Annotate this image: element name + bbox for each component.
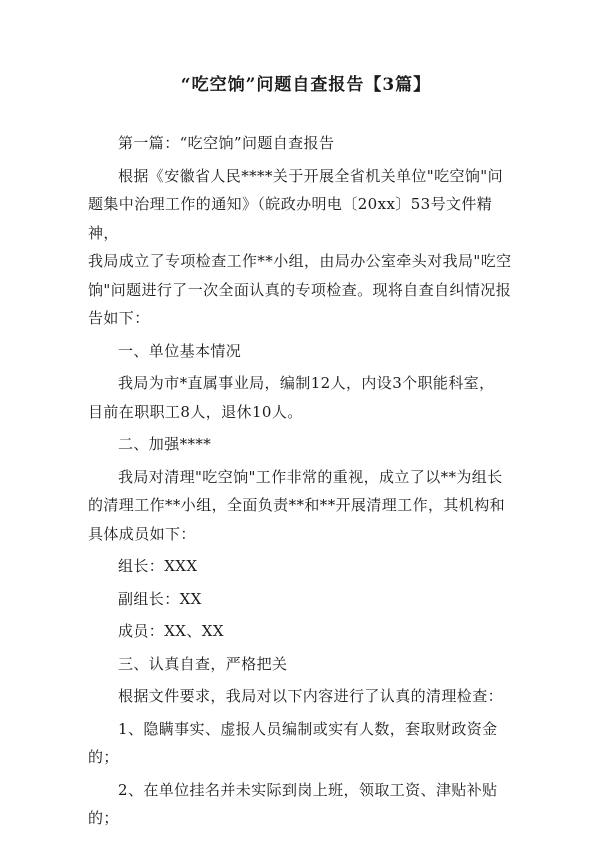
text-line: 一、单位基本情况 — [118, 341, 242, 360]
text-line: 我局为市*直属事业局，编制12人，内设3个职能科室， — [118, 374, 495, 392]
section-heading-basic-info — [88, 337, 520, 366]
text-line: 2、在单位挂名并未实际到岗上班，领取工资、津贴补贴的； — [88, 780, 498, 827]
intro-paragraph — [88, 162, 520, 333]
section-heading-strengthen — [88, 430, 520, 459]
text-line: 题集中治理工作的通知》（皖政办明电〔20xx〕53号文件精神， — [88, 195, 493, 242]
text-line: 第一篇：“吃空饷”问题自查报告 — [118, 134, 335, 152]
text-line: 组长：XXX — [118, 557, 198, 575]
leader-line — [88, 552, 520, 581]
text-line: 的清理工作**小组，全面负责**和**开展清理工作，其机构和 — [88, 496, 506, 514]
self-check-intro — [88, 682, 520, 711]
text-line: 告如下： — [88, 309, 150, 327]
strengthen-paragraph — [88, 463, 520, 549]
document-title: “吃空饷”问题自查报告【3篇】 — [180, 75, 432, 95]
section-heading-first-article — [88, 129, 520, 158]
check-item-2 — [88, 776, 520, 833]
check-item-1 — [88, 715, 520, 772]
text-line: 三、认真自查，严格把关 — [118, 654, 288, 673]
text-line: 目前在职职工8人，退休10人。 — [88, 402, 303, 421]
text-line: 二、加强**** — [118, 435, 212, 453]
text-line: 根据《安徽省人民****关于开展全省机关单位"吃空饷"问 — [118, 166, 504, 185]
text-line: 副组长：XX — [118, 589, 202, 608]
text-line: 我局对清理"吃空饷"工作非常的重视，成立了以**为组长 — [118, 467, 503, 486]
section-heading-self-check — [88, 650, 520, 679]
members-line — [88, 617, 520, 646]
deputy-leader-line — [88, 585, 520, 614]
text-line: 1、隐瞒事实、虚报人员编制或实有人数，套取财政资金的； — [88, 719, 498, 766]
text-line: 饷"问题进行了一次全面认真的专项检查。现将自查自纠情况报 — [88, 280, 512, 299]
basic-info-paragraph — [88, 369, 520, 426]
text-line: 我局成立了专项检查工作**小组，由局办公室牵头对我局"吃空 — [88, 252, 512, 270]
text-line: 成员：XX、XX — [118, 622, 224, 640]
text-line: 具体成员如下： — [88, 524, 196, 543]
text-line: 根据文件要求，我局对以下内容进行了认真的清理检查： — [118, 687, 504, 705]
